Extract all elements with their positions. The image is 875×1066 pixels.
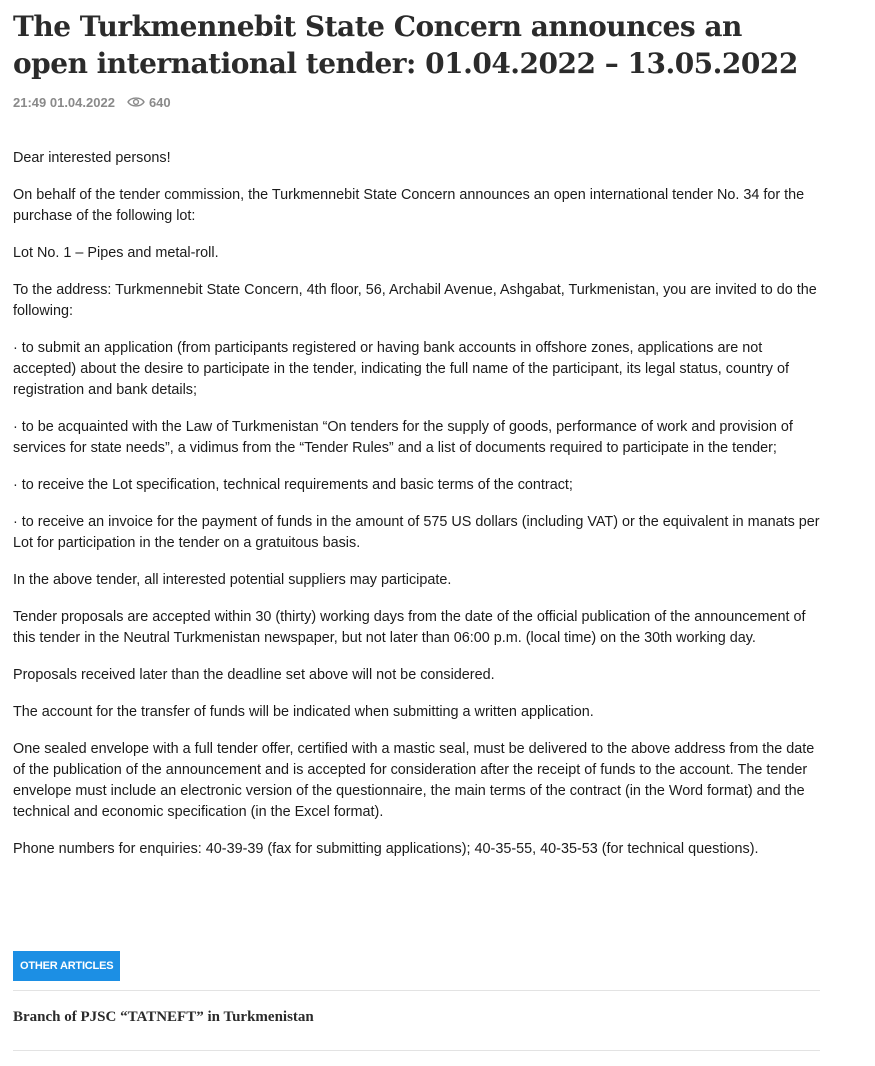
article-title: The Turkmennebit State Concern announces an open international tender: 01.04.2022 – 13.05.2022 [13, 10, 798, 80]
article-paragraph: · to be acquainted with the Law of Turkmenistan “On tenders for the supply of goods, performance of work and provision of services for state needs”, a vidimus from the “Tender Rules” and a list of documents required to participate in the tender; [13, 419, 793, 456]
article-views-count: 640 [148, 94, 171, 110]
article-paragraph: The account for the transfer of funds will be indicated when submitting a written application. [13, 704, 594, 720]
related-article-link[interactable]: Branch of PJSC “TATNEFT” in Turkmenistan [13, 1009, 314, 1025]
article-body [13, 148, 821, 860]
article [13, 8, 821, 876]
article-paragraph: In the above tender, all interested potential suppliers may participate. [13, 572, 452, 588]
article-paragraph: Lot No. 1 – Pipes and metal-roll. [13, 245, 219, 261]
article-paragraph: On behalf of the tender commission, the Turkmennebit State Concern announces an open international tender No. 34 for the purchase of the following lot: [13, 187, 805, 224]
article-paragraph: Dear interested persons! [13, 150, 171, 166]
eye-icon [127, 96, 145, 108]
article-paragraph: To the address: Turkmennebit State Concern, 4th floor, 56, Archabil Avenue, Ashgabat, Turkmenistan, you are invited to do the following: [13, 282, 817, 319]
article-paragraph: Tender proposals are accepted within 30 (thirty) working days from the date of the official publication of the announcement of this tender in the Neutral Turkmenistan newspaper, but not later than 06:00 p.m. (local time) on the 30th working day. [13, 609, 806, 646]
article-meta [13, 94, 821, 110]
article-paragraph: Proposals received later than the deadline set above will not be considered. [13, 667, 495, 683]
article-datetime: 21:49 01.04.2022 [13, 94, 115, 110]
article-paragraph: · to submit an application (from participants registered or having bank accounts in offshore zones, applications are not accepted) about the desire to participate in the tender, indicating the full name of the participant, its legal status, country of registration and bank details; [13, 340, 789, 398]
article-paragraph: One sealed envelope with a full tender offer, certified with a mastic seal, must be delivered to the above address from the date of the publication of the announcement and is accepted for consideration after the receipt of funds to the account. The tender envelope must include an electronic version of the questionnaire, the main terms of the contract (in the Word format) and the technical and economic specification (in the Excel format). [13, 741, 815, 820]
other-articles-button[interactable]: OTHER ARTICLES [13, 951, 120, 981]
divider [13, 1050, 820, 1051]
article-paragraph: · to receive the Lot specification, technical requirements and basic terms of the contract; [13, 477, 573, 493]
article-paragraph: · to receive an invoice for the payment of funds in the amount of 575 US dollars (including VAT) or the equivalent in manats per Lot for participation in the tender on a gratuitous basis. [13, 514, 820, 551]
article-paragraph: Phone numbers for enquiries: 40-39-39 (fax for submitting applications); 40-35-55, 40-35-53 (for technical questions). [13, 841, 759, 857]
divider [13, 990, 820, 991]
